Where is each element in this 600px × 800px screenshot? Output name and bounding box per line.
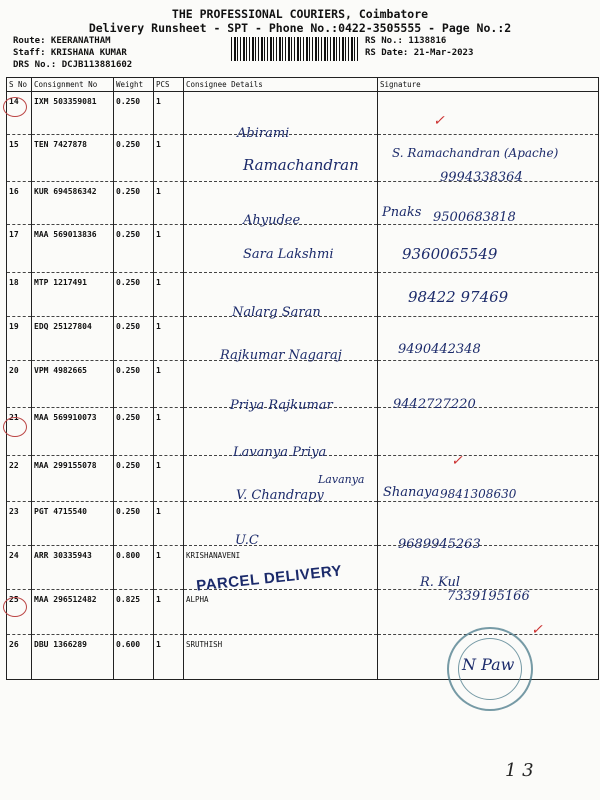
row-sno: 22 bbox=[7, 456, 32, 502]
row-consignment-no: IXM 503359081 bbox=[32, 92, 114, 135]
row-weight: 0.250 bbox=[114, 92, 154, 135]
row-pcs: 1 bbox=[154, 135, 184, 182]
row-consignment-no: DBU 1366289 bbox=[32, 635, 114, 680]
col-header-consignee: Consignee Details bbox=[184, 78, 378, 92]
row-weight: 0.800 bbox=[114, 546, 154, 590]
runsheet-title: Delivery Runsheet - SPT - Phone No.:0422-3505555 - Page No.:2 bbox=[88, 21, 512, 35]
handwritten-name: Lavanya Priya bbox=[233, 445, 327, 460]
row-consignment-no: ARR 30335943 bbox=[32, 546, 114, 590]
row-pcs: 1 bbox=[154, 273, 184, 317]
row-consignee bbox=[184, 502, 378, 546]
handwritten-name: Ramachandran bbox=[243, 156, 359, 174]
row-weight: 0.250 bbox=[114, 225, 154, 273]
row-sno: 17 bbox=[7, 225, 32, 273]
row-weight: 0.250 bbox=[114, 456, 154, 502]
row-pcs: 1 bbox=[154, 182, 184, 225]
row-pcs: 1 bbox=[154, 408, 184, 456]
handwritten-name: Abirami bbox=[237, 126, 290, 141]
col-header-consignment: Consignment No bbox=[32, 78, 114, 92]
row-consignment-no: VPM 4982665 bbox=[32, 361, 114, 408]
rs-date-label: RS Date: 21-Mar-2023 bbox=[365, 48, 474, 58]
row-consignment-no: MTP 1217491 bbox=[32, 273, 114, 317]
row-pcs: 1 bbox=[154, 456, 184, 502]
handwritten-phone: 9490442348 bbox=[398, 342, 481, 357]
table-header bbox=[7, 78, 599, 92]
row-weight: 0.600 bbox=[114, 635, 154, 680]
row-sno: 15 bbox=[7, 135, 32, 182]
parcel-delivery-stamp: PARCEL DELIVERY bbox=[195, 562, 343, 595]
row-weight: 0.250 bbox=[114, 408, 154, 456]
row-sno: 21 bbox=[7, 408, 32, 456]
row-sno: 14 bbox=[7, 92, 32, 135]
handwritten-phone: 9360065549 bbox=[402, 245, 498, 263]
row-signature bbox=[378, 408, 599, 456]
row-consignment-no: EDQ 25127804 bbox=[32, 317, 114, 361]
barcode bbox=[231, 37, 359, 61]
red-circle-mark bbox=[3, 597, 27, 617]
handwritten-name: V. Chandrapy bbox=[236, 488, 324, 503]
table-row bbox=[7, 92, 599, 135]
row-consignee: ALPHA bbox=[184, 590, 378, 635]
row-consignment-no: MAA 569013836 bbox=[32, 225, 114, 273]
red-mark: ✓ bbox=[433, 113, 445, 129]
row-pcs: 1 bbox=[154, 635, 184, 680]
red-circle-mark bbox=[3, 417, 27, 437]
col-header-sno: S No bbox=[7, 78, 32, 92]
staff-label: Staff: KRISHANA KUMAR bbox=[13, 48, 127, 58]
handwritten-phone: 7339195166 bbox=[447, 589, 530, 604]
col-header-weight: Weight bbox=[114, 78, 154, 92]
handwritten-phone: 98422 97469 bbox=[408, 288, 509, 306]
row-weight: 0.250 bbox=[114, 317, 154, 361]
rs-no-label: RS No.: 1138816 bbox=[365, 36, 447, 46]
red-circle-mark bbox=[3, 97, 27, 117]
row-pcs: 1 bbox=[154, 590, 184, 635]
row-weight: 0.250 bbox=[114, 273, 154, 317]
row-sno: 20 bbox=[7, 361, 32, 408]
row-pcs: 1 bbox=[154, 92, 184, 135]
row-sno: 18 bbox=[7, 273, 32, 317]
row-consignment-no: MAA 569910073 bbox=[32, 408, 114, 456]
handwritten-name: Nalarg Saran bbox=[232, 305, 321, 320]
row-pcs: 1 bbox=[154, 317, 184, 361]
handwritten-signature: R. Kul bbox=[420, 575, 461, 590]
row-signature bbox=[378, 92, 599, 135]
row-consignment-no: TEN 7427878 bbox=[32, 135, 114, 182]
handwritten-name: Lavanya bbox=[318, 473, 365, 486]
row-sno: 19 bbox=[7, 317, 32, 361]
row-consignment-no: PGT 4715540 bbox=[32, 502, 114, 546]
row-weight: 0.825 bbox=[114, 590, 154, 635]
handwritten-phone: 9841308630 bbox=[440, 487, 517, 501]
row-sno: 26 bbox=[7, 635, 32, 680]
handwritten-name: Rajkumar Nagaraj bbox=[220, 348, 342, 363]
handwritten-page-mark: 1 3 bbox=[505, 760, 534, 781]
row-consignment-no: MAA 299155078 bbox=[32, 456, 114, 502]
red-mark: ✓ bbox=[531, 622, 543, 638]
row-consignee: KRISHANAVENI bbox=[184, 546, 378, 590]
row-pcs: 1 bbox=[154, 225, 184, 273]
row-sno: 25 bbox=[7, 590, 32, 635]
drs-label: DRS No.: DCJB113881602 bbox=[13, 60, 133, 70]
row-signature bbox=[378, 546, 599, 590]
row-pcs: 1 bbox=[154, 546, 184, 590]
row-consignment-no: KUR 694586342 bbox=[32, 182, 114, 225]
handwritten-phone: 9689945263 bbox=[398, 537, 481, 552]
table-row bbox=[7, 502, 599, 546]
col-header-pcs: PCS bbox=[154, 78, 184, 92]
handwritten-phone: 9994338364 bbox=[440, 170, 523, 185]
handwritten-signature: N Paw bbox=[462, 655, 515, 674]
row-consignment-no: MAA 296512482 bbox=[32, 590, 114, 635]
row-sno: 16 bbox=[7, 182, 32, 225]
handwritten-signature: S. Ramachandran (Apache) bbox=[392, 146, 559, 160]
handwritten-signature: Shanaya bbox=[383, 485, 440, 500]
row-weight: 0.250 bbox=[114, 182, 154, 225]
col-header-signature: Signature bbox=[378, 78, 599, 92]
handwritten-phone: 9442727220 bbox=[393, 397, 476, 412]
row-consignee: SRUTHISH bbox=[184, 635, 378, 680]
handwritten-name: Ahyudee bbox=[243, 213, 301, 228]
handwritten-name: U.C bbox=[235, 533, 259, 548]
handwritten-phone: 9500683818 bbox=[433, 210, 516, 225]
handwritten-signature: Pnaks bbox=[382, 205, 422, 220]
row-sno: 23 bbox=[7, 502, 32, 546]
row-weight: 0.250 bbox=[114, 361, 154, 408]
row-pcs: 1 bbox=[154, 502, 184, 546]
row-weight: 0.250 bbox=[114, 502, 154, 546]
handwritten-name: Priya Rajkumar bbox=[230, 398, 333, 413]
row-weight: 0.250 bbox=[114, 135, 154, 182]
row-pcs: 1 bbox=[154, 361, 184, 408]
red-mark: ✓ bbox=[451, 453, 463, 469]
handwritten-name: Sara Lakshmi bbox=[243, 247, 334, 262]
company-title: THE PROFESSIONAL COURIERS, Coimbatore bbox=[171, 7, 429, 21]
row-sno: 24 bbox=[7, 546, 32, 590]
route-label: Route: KEERANATHAM bbox=[13, 36, 111, 46]
